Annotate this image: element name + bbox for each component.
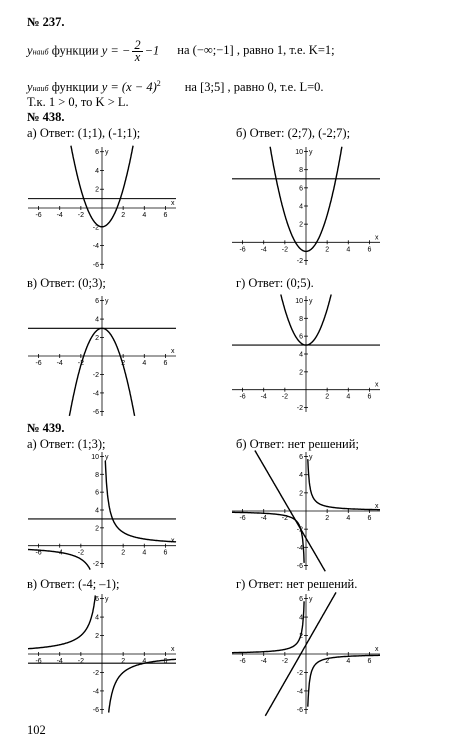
formula-lhs: y = − bbox=[101, 43, 131, 58]
y-tick-label: 6 bbox=[95, 298, 99, 306]
y-tick-label: 6 bbox=[299, 185, 303, 193]
x-tick-label: 6 bbox=[163, 360, 168, 367]
y-axis-label: y bbox=[309, 298, 313, 305]
y-tick-label: -2 bbox=[296, 257, 303, 265]
y-tick-label: -6 bbox=[296, 706, 303, 714]
y-tick-label: -4 bbox=[92, 688, 99, 696]
y-tick-label: 4 bbox=[95, 614, 99, 622]
problem-439-answer-d: г) Ответ: нет решений. bbox=[236, 577, 358, 591]
interval-text-2: на [3;5] , равно 0, т.е. L=0. bbox=[184, 80, 324, 95]
x-tick-label: -2 bbox=[77, 549, 84, 557]
y-axis-label: y bbox=[105, 149, 109, 156]
x-axis-label: x bbox=[171, 348, 175, 355]
y-tick-label: -6 bbox=[296, 562, 303, 570]
x-tick-label: -4 bbox=[260, 246, 267, 254]
x-tick-label: 2 bbox=[325, 246, 330, 254]
y-axis-label: y bbox=[105, 454, 109, 461]
x-tick-label: -4 bbox=[260, 393, 267, 401]
y-tick-label: -2 bbox=[296, 669, 303, 677]
y-tick-label: 6 bbox=[299, 596, 303, 604]
y-tick-label: 4 bbox=[95, 507, 99, 515]
y-tick-label: -2 bbox=[92, 371, 99, 379]
problem-438-answer-a: а) Ответ: (1;1), (-1;1); bbox=[27, 126, 141, 140]
problem-237-line-1 bbox=[27, 40, 335, 63]
y-tick-label: -2 bbox=[92, 561, 99, 569]
x-tick-label: -4 bbox=[56, 549, 63, 557]
x-tick-label: -4 bbox=[56, 360, 63, 367]
function-curve-1 bbox=[28, 595, 95, 648]
y-tick-label: 2 bbox=[299, 221, 303, 229]
y-tick-label: -6 bbox=[92, 261, 99, 269]
y-tick-label: 8 bbox=[95, 471, 99, 479]
formula-2: y = (x − 4) bbox=[101, 80, 157, 95]
y-tick-label: 2 bbox=[299, 490, 303, 498]
y-tick-label: 2 bbox=[95, 633, 99, 641]
x-tick-label: 4 bbox=[346, 515, 351, 522]
y-tick-label: 4 bbox=[95, 316, 99, 324]
y-tick-label: 4 bbox=[299, 203, 303, 211]
y-tick-label: 2 bbox=[299, 633, 303, 641]
problem-439-heading: № 439. bbox=[27, 421, 65, 435]
graph-438c bbox=[28, 296, 176, 416]
x-tick-label: 6 bbox=[367, 246, 372, 254]
y-tick-label: 10 bbox=[295, 149, 303, 157]
problem-237-conclusion: Т.к. 1 > 0, то K > L. bbox=[27, 95, 129, 109]
x-tick-label: 6 bbox=[163, 212, 168, 219]
graph-439c bbox=[28, 594, 176, 714]
x-tick-label: -2 bbox=[281, 658, 288, 665]
function-curve-1 bbox=[308, 459, 380, 510]
y-tick-label: -4 bbox=[296, 688, 303, 696]
x-tick-label: 2 bbox=[325, 658, 330, 665]
y-axis-label: y bbox=[105, 596, 109, 603]
y-tick-label: 4 bbox=[95, 167, 99, 175]
problem-438-answer-c: в) Ответ: (0;3); bbox=[27, 276, 106, 290]
problem-439-answer-a: а) Ответ: (1;3); bbox=[27, 437, 106, 451]
function-curve-1 bbox=[109, 659, 176, 712]
problem-237-line-2 bbox=[27, 77, 324, 96]
problem-438-answer-d: г) Ответ: (0;5). bbox=[236, 276, 314, 290]
y-tick-label: 6 bbox=[95, 149, 99, 157]
y-tick-label: 6 bbox=[299, 454, 303, 462]
x-tick-label: 2 bbox=[121, 549, 126, 557]
y-tick-label: 2 bbox=[299, 369, 303, 377]
x-tick-label: -6 bbox=[35, 549, 42, 557]
x-tick-label: 4 bbox=[142, 360, 147, 367]
y-tick-label: -6 bbox=[92, 706, 99, 714]
x-axis-label: x bbox=[375, 234, 379, 242]
y-tick-label: 4 bbox=[299, 614, 303, 622]
x-tick-label: -4 bbox=[56, 658, 63, 665]
x-tick-label: 2 bbox=[121, 212, 126, 219]
x-tick-label: -4 bbox=[260, 658, 267, 665]
y-max-subscript: наиб bbox=[32, 47, 49, 57]
x-tick-label: -2 bbox=[281, 246, 288, 254]
x-tick-label: 6 bbox=[367, 515, 372, 522]
y-tick-label: 10 bbox=[91, 453, 99, 461]
y-tick-label: 6 bbox=[95, 596, 99, 604]
y-tick-label: 6 bbox=[95, 489, 99, 497]
y-tick-label: -6 bbox=[92, 408, 99, 416]
problem-439-answer-b: б) Ответ: нет решений; bbox=[236, 437, 359, 451]
function-curve-1 bbox=[232, 601, 304, 652]
page-number: 102 bbox=[27, 723, 46, 737]
x-tick-label: 2 bbox=[121, 658, 126, 665]
problem-237-heading: № 237. bbox=[27, 15, 65, 29]
x-tick-label: 6 bbox=[163, 658, 168, 665]
x-tick-label: -2 bbox=[281, 393, 288, 401]
y-tick-label: 10 bbox=[295, 297, 303, 305]
x-tick-label: 2 bbox=[121, 360, 126, 367]
y-tick-label: -2 bbox=[296, 405, 303, 413]
x-tick-label: 6 bbox=[367, 658, 372, 665]
fraction-numerator: 2 bbox=[134, 38, 141, 52]
fraction bbox=[132, 40, 142, 63]
x-tick-label: -6 bbox=[239, 246, 246, 254]
y-axis-label: y bbox=[309, 149, 313, 156]
x-tick-label: -6 bbox=[35, 658, 42, 665]
x-tick-label: 4 bbox=[346, 393, 351, 401]
x-axis-label: x bbox=[375, 503, 379, 510]
x-tick-label: -2 bbox=[281, 515, 288, 522]
x-tick-label: 4 bbox=[346, 658, 351, 665]
x-tick-label: 2 bbox=[325, 393, 330, 401]
fraction-denominator: x bbox=[134, 50, 141, 64]
function-word-2: функции bbox=[48, 80, 102, 95]
x-axis-label: x bbox=[375, 381, 379, 389]
problem-439-answer-c: в) Ответ: (-4; –1); bbox=[27, 577, 120, 591]
graph-439d bbox=[232, 594, 380, 714]
x-axis-label: x bbox=[171, 646, 175, 653]
x-tick-label: -4 bbox=[260, 515, 267, 522]
y-max-subscript-2: наиб bbox=[32, 84, 49, 94]
function-curve-1 bbox=[105, 461, 176, 542]
x-axis-label: x bbox=[171, 200, 175, 207]
x-axis-label: x bbox=[375, 646, 379, 653]
x-tick-label: -2 bbox=[77, 212, 84, 219]
y-tick-label: 4 bbox=[299, 472, 303, 480]
function-word: функции bbox=[48, 43, 102, 58]
y-tick-label: -2 bbox=[296, 526, 303, 534]
x-tick-label: -4 bbox=[56, 212, 63, 219]
formula-2-power: 2 bbox=[156, 79, 161, 88]
y-max-symbol: y bbox=[27, 43, 33, 58]
graph-438d bbox=[232, 296, 380, 412]
y-axis-label: y bbox=[309, 596, 313, 603]
x-tick-label: -6 bbox=[239, 515, 246, 522]
y-tick-label: -2 bbox=[92, 224, 99, 232]
x-tick-label: -6 bbox=[239, 658, 246, 665]
y-tick-label: 8 bbox=[299, 315, 303, 323]
graph-439b bbox=[232, 452, 380, 570]
x-tick-label: -6 bbox=[239, 393, 246, 401]
y-axis-label: y bbox=[309, 454, 313, 461]
y-tick-label: 2 bbox=[95, 335, 99, 343]
y-tick-label: -4 bbox=[92, 390, 99, 398]
x-tick-label: 4 bbox=[346, 246, 351, 254]
x-tick-label: 6 bbox=[163, 549, 168, 557]
y-tick-label: 2 bbox=[95, 525, 99, 533]
x-axis-label: x bbox=[171, 537, 175, 545]
interval-text-1: на (−∞;−1] , равно 1, т.е. K=1; bbox=[177, 43, 335, 58]
x-tick-label: -2 bbox=[77, 658, 84, 665]
graph-438b bbox=[232, 147, 380, 265]
x-tick-label: 2 bbox=[325, 515, 330, 522]
y-tick-label: -4 bbox=[296, 544, 303, 552]
x-tick-label: -6 bbox=[35, 360, 42, 367]
formula-rest: −1 bbox=[144, 43, 160, 58]
y-tick-label: 2 bbox=[95, 186, 99, 194]
graph-439a bbox=[28, 452, 176, 568]
y-tick-label: -2 bbox=[92, 669, 99, 677]
x-tick-label: 4 bbox=[142, 549, 147, 557]
y-tick-label: -4 bbox=[92, 243, 99, 251]
x-tick-label: 6 bbox=[367, 393, 372, 401]
y-tick-label: 4 bbox=[299, 351, 303, 359]
x-tick-label: 4 bbox=[142, 658, 147, 665]
x-tick-label: -2 bbox=[77, 360, 84, 367]
y-tick-label: 6 bbox=[299, 333, 303, 341]
problem-438-answer-b: б) Ответ: (2;7), (-2;7); bbox=[236, 126, 351, 140]
x-tick-label: -6 bbox=[35, 212, 42, 219]
y-axis-label: y bbox=[105, 298, 109, 305]
y-tick-label: 8 bbox=[299, 167, 303, 175]
graph-438a bbox=[28, 147, 176, 269]
y-max-symbol-2: y bbox=[27, 80, 33, 95]
problem-438-heading: № 438. bbox=[27, 110, 65, 124]
x-tick-label: 4 bbox=[142, 212, 147, 219]
